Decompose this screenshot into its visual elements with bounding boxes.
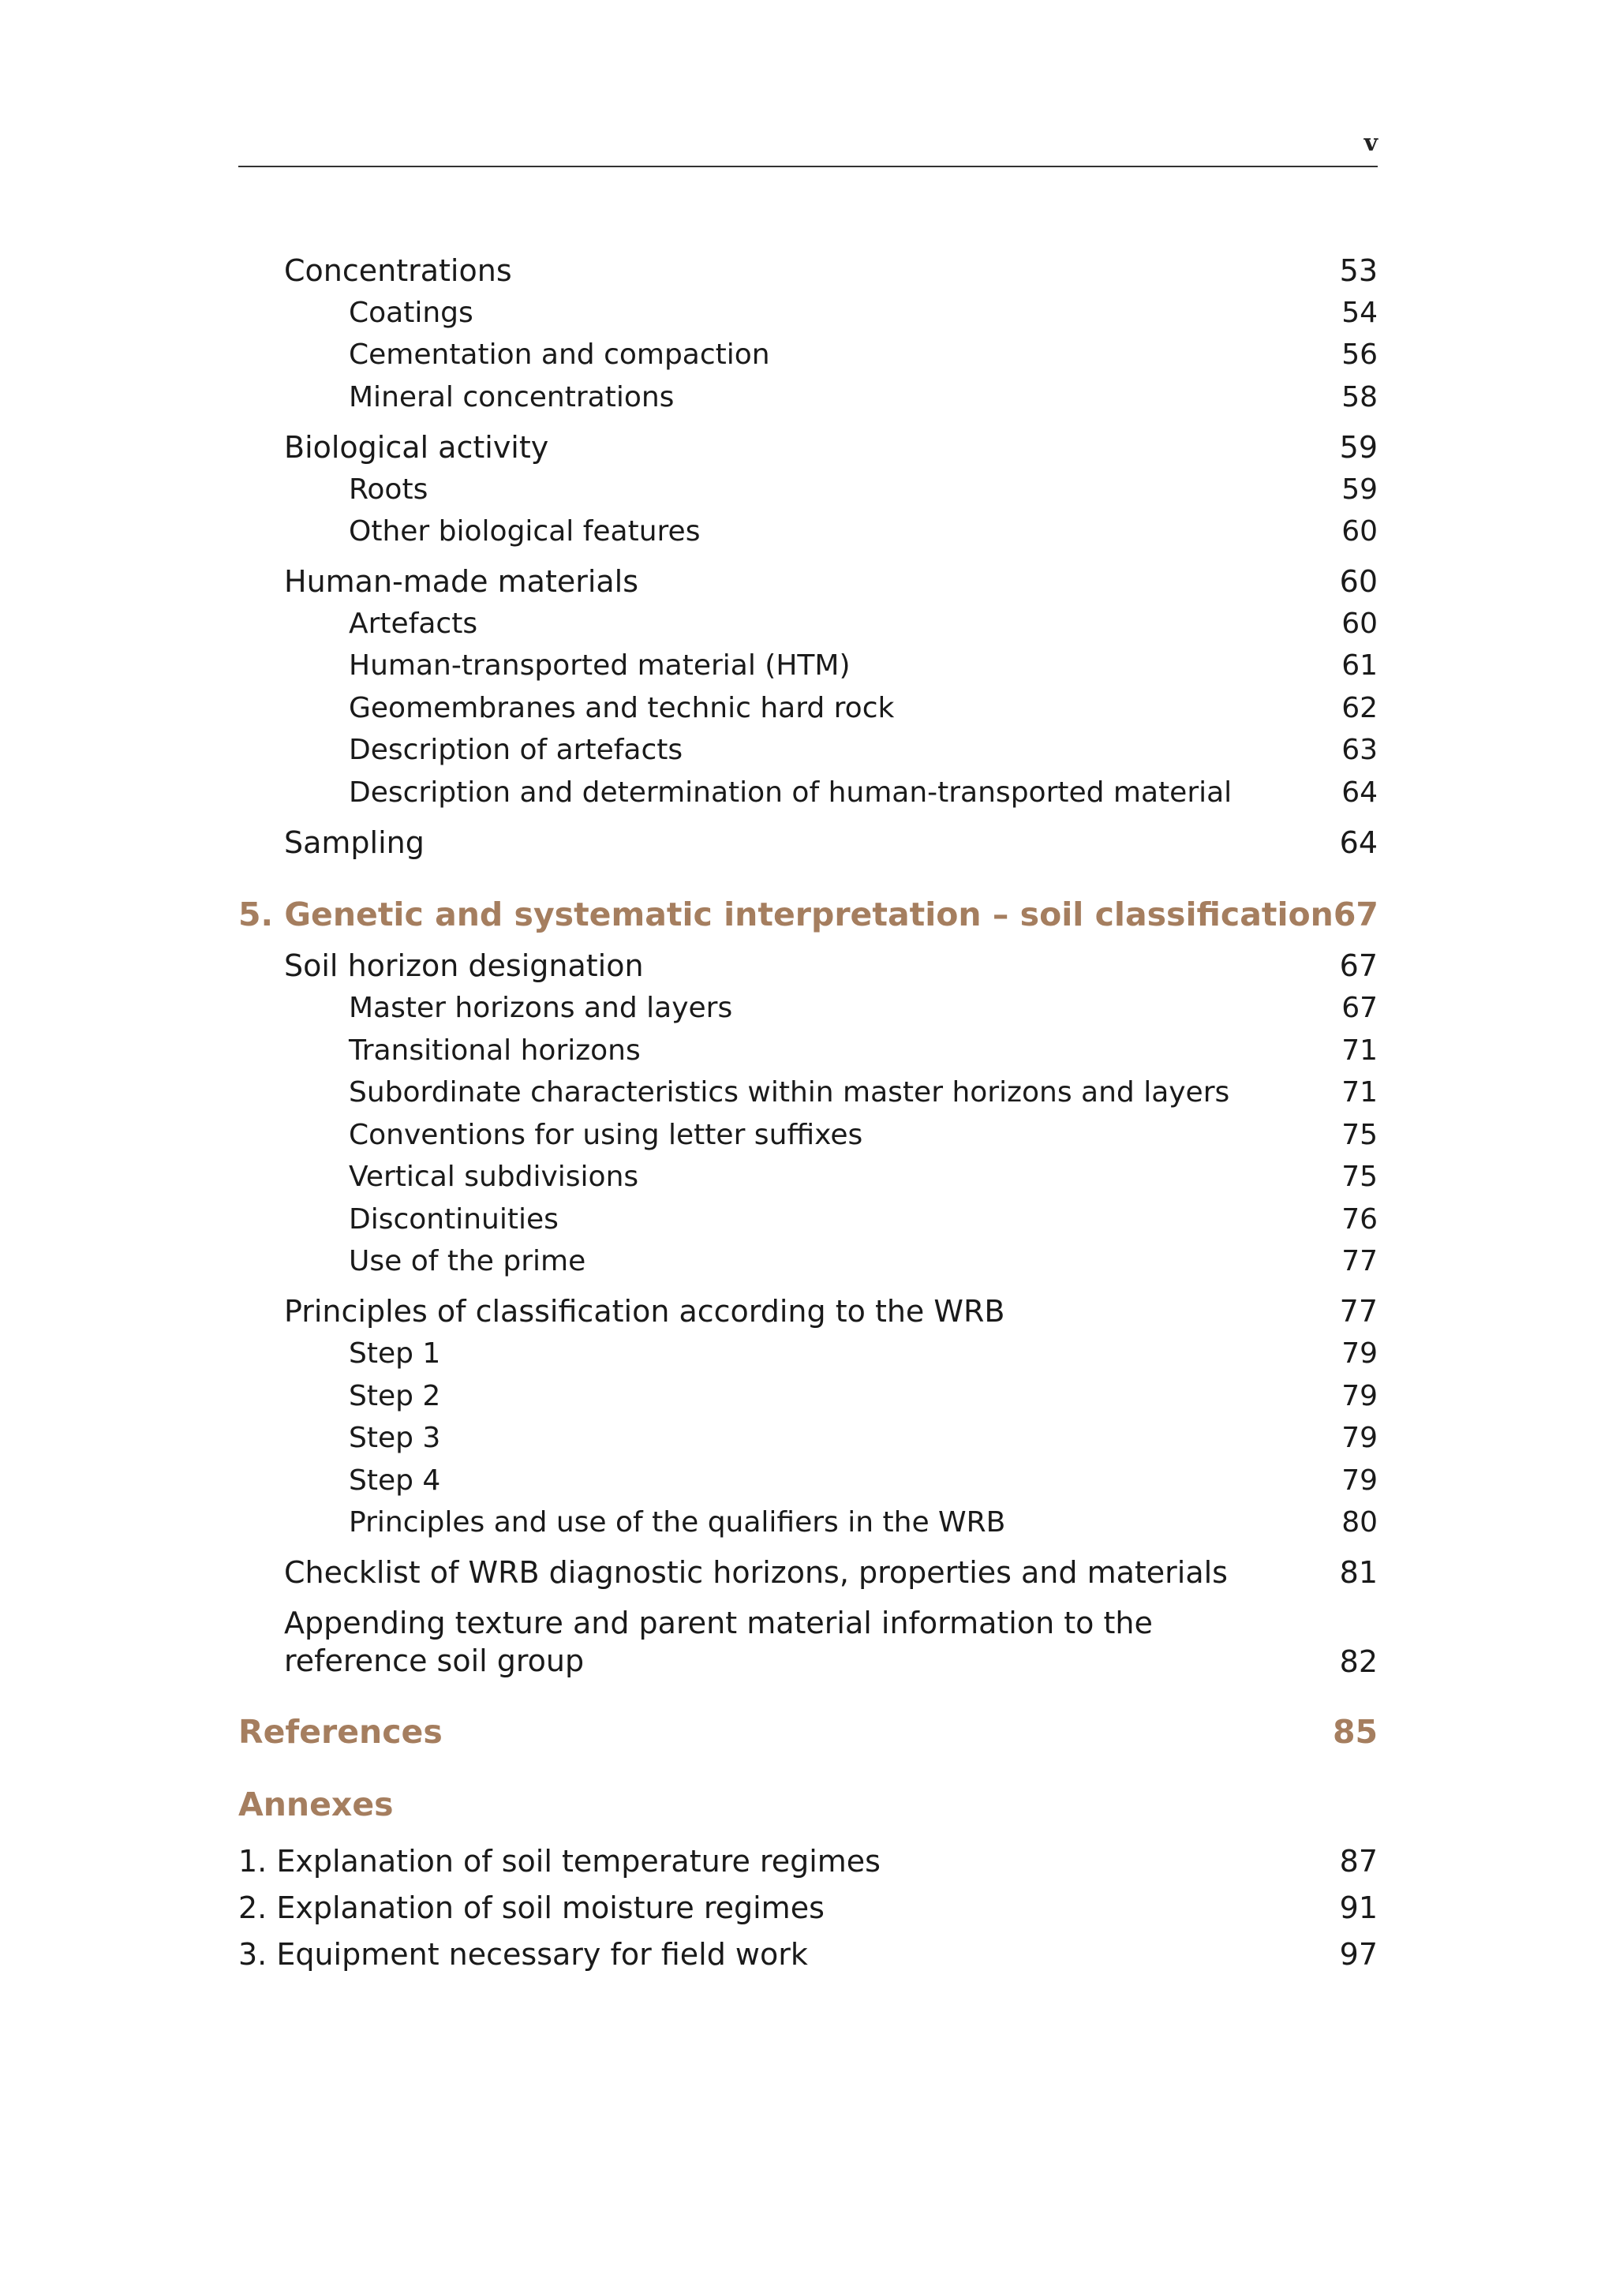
toc-entry-label: Human-made materials [284, 564, 639, 599]
toc-entry-page: 71 [1341, 1076, 1378, 1109]
toc-entry-htm[interactable] [238, 648, 1378, 684]
toc-entry-label: Cementation and compaction [349, 338, 770, 371]
toc-entry-conventions[interactable] [238, 1117, 1378, 1154]
toc-entry-label: Step 3 [349, 1422, 441, 1454]
toc-entry-step-2[interactable] [238, 1378, 1378, 1415]
toc-entry-page: 63 [1341, 734, 1378, 766]
toc-entry-label: 3. Equipment necessary for field work [238, 1937, 808, 1972]
toc-entry-page: 60 [1341, 515, 1378, 548]
page-number: v [1364, 129, 1378, 157]
toc-entry-page: 87 [1339, 1844, 1378, 1879]
toc-entry-page: 64 [1339, 825, 1378, 860]
toc-entry-label: Geomembranes and technic hard rock [349, 692, 895, 724]
toc-entry-principles[interactable] [238, 1293, 1378, 1329]
toc-entry-qualifiers[interactable] [238, 1505, 1378, 1541]
toc-entry-label: Roots [349, 473, 428, 506]
toc-annex-3[interactable] [238, 1936, 1378, 1973]
toc-entry-label: Transitional horizons [349, 1034, 641, 1067]
toc-entry-page: 97 [1339, 1937, 1378, 1972]
toc-entry-page: 77 [1339, 1294, 1378, 1329]
toc-entry-page: 59 [1341, 473, 1378, 506]
toc-annex-2[interactable] [238, 1890, 1378, 1926]
toc-entry-page: 71 [1341, 1034, 1378, 1067]
toc-entry-page: 75 [1341, 1161, 1378, 1193]
toc-entry-label: Step 4 [349, 1464, 441, 1497]
toc-entry-roots[interactable] [238, 472, 1378, 508]
toc-entry-label: Discontinuities [349, 1203, 559, 1236]
toc-entry-label: Conventions for using letter suffixes [349, 1119, 863, 1151]
toc-entry-label: Appending texture and parent material information to the reference soil group [284, 1606, 1153, 1678]
toc-entry-label: Description of artefacts [349, 734, 683, 766]
toc-chapter-label: References [238, 1713, 443, 1751]
toc-entry-page: 77 [1341, 1245, 1378, 1277]
toc-entry-horizon-designation[interactable] [238, 948, 1378, 984]
toc-entry-description-artefacts[interactable] [238, 732, 1378, 768]
toc-entry-mineral-concentrations[interactable] [238, 380, 1378, 416]
toc-annex-1[interactable] [238, 1843, 1378, 1879]
toc-entry-appending[interactable] [238, 1604, 1378, 1680]
toc-entry-label: Checklist of WRB diagnostic horizons, properties and materials [284, 1555, 1228, 1590]
toc-entry-page: 60 [1339, 564, 1378, 599]
toc-chapter-references[interactable] [238, 1714, 1378, 1750]
toc-chapter-5[interactable] [238, 896, 1378, 933]
toc-entry-step-3[interactable] [238, 1420, 1378, 1457]
toc-entry-label: 1. Explanation of soil temperature regimes [238, 1844, 881, 1879]
toc-chapter-label: Annexes [238, 1786, 394, 1823]
toc-entry-cementation[interactable] [238, 337, 1378, 373]
toc-chapter-page: 67 [1333, 896, 1378, 933]
toc-entry-label: Other biological features [349, 515, 701, 548]
toc-entry-coatings[interactable] [238, 295, 1378, 331]
toc-entry-biological-activity[interactable] [238, 429, 1378, 466]
toc-entry-page: 67 [1339, 948, 1378, 983]
toc-entry-page: 80 [1341, 1506, 1378, 1539]
toc-entry-label: Step 1 [349, 1337, 441, 1370]
toc-entry-label: Principles of classification according to the WRB [284, 1294, 1005, 1329]
toc-entry-transitional[interactable] [238, 1033, 1378, 1069]
toc-entry-page: 54 [1341, 297, 1378, 329]
toc-entry-human-made[interactable] [238, 563, 1378, 600]
toc-entry-label: Coatings [349, 297, 473, 329]
toc-entry-label: Soil horizon designation [284, 948, 644, 983]
toc-entry-page: 79 [1341, 1464, 1378, 1497]
toc-entry-page: 64 [1341, 776, 1378, 809]
toc-entry-description-htm[interactable] [238, 775, 1378, 811]
toc-entry-geomembranes[interactable] [238, 690, 1378, 727]
toc-entry-concentrations[interactable] [238, 252, 1378, 289]
toc-entry-vertical[interactable] [238, 1159, 1378, 1195]
toc-entry-prime[interactable] [238, 1243, 1378, 1280]
toc-entry-master-horizons[interactable] [238, 990, 1378, 1026]
toc-entry-label: Subordinate characteristics within master horizons and layers [349, 1076, 1230, 1109]
toc-entry-discontinuities[interactable] [238, 1202, 1378, 1238]
toc-entry-page: 81 [1339, 1555, 1378, 1590]
toc-entry-page: 58 [1341, 381, 1378, 413]
toc-entry-page: 79 [1341, 1337, 1378, 1370]
toc-entry-sampling[interactable] [238, 825, 1378, 861]
toc-entry-page: 56 [1341, 338, 1378, 371]
toc-entry-label: 2. Explanation of soil moisture regimes [238, 1890, 825, 1925]
toc-entry-label: Sampling [284, 825, 425, 860]
toc-entry-label: Concentrations [284, 253, 512, 288]
toc-entry-step-4[interactable] [238, 1463, 1378, 1499]
toc-chapter-annexes[interactable] [238, 1786, 1378, 1823]
toc-entry-page: 76 [1341, 1203, 1378, 1236]
toc-chapter-page: 85 [1332, 1713, 1378, 1751]
toc-entry-page: 75 [1341, 1119, 1378, 1151]
toc-entry-page: 79 [1341, 1380, 1378, 1412]
toc-entry-label: Artefacts [349, 608, 478, 640]
header-rule [238, 166, 1378, 167]
toc-entry-page: 60 [1341, 608, 1378, 640]
toc-entry-page: 79 [1341, 1422, 1378, 1454]
toc-entry-label: Mineral concentrations [349, 381, 675, 413]
toc-entry-artefacts[interactable] [238, 606, 1378, 642]
toc-entry-page: 82 [1339, 1644, 1378, 1679]
toc-entry-subordinate[interactable] [238, 1075, 1378, 1111]
toc-entry-label: Description and determination of human-transported material [349, 776, 1233, 809]
toc-entry-other-biological[interactable] [238, 514, 1378, 550]
toc-entry-page: 67 [1341, 992, 1378, 1024]
toc-entry-label: Biological activity [284, 430, 549, 465]
toc-entry-page: 53 [1339, 253, 1378, 288]
toc-entry-step-1[interactable] [238, 1336, 1378, 1372]
toc-chapter-label: 5. Genetic and systematic interpretation – soil classification [238, 896, 1334, 933]
toc-entry-page: 61 [1341, 649, 1378, 682]
toc-entry-label: Vertical subdivisions [349, 1161, 639, 1193]
toc-entry-label: Principles and use of the qualifiers in the WRB [349, 1506, 1006, 1539]
toc-entry-checklist[interactable] [238, 1554, 1378, 1591]
toc-entry-page: 62 [1341, 692, 1378, 724]
toc-entry-page: 59 [1339, 430, 1378, 465]
toc-entry-label: Master horizons and layers [349, 992, 733, 1024]
toc-entry-label: Human-transported material (HTM) [349, 649, 851, 682]
toc-entry-page: 91 [1339, 1890, 1378, 1925]
toc-entry-label: Step 2 [349, 1380, 441, 1412]
toc-entry-label: Use of the prime [349, 1245, 586, 1277]
